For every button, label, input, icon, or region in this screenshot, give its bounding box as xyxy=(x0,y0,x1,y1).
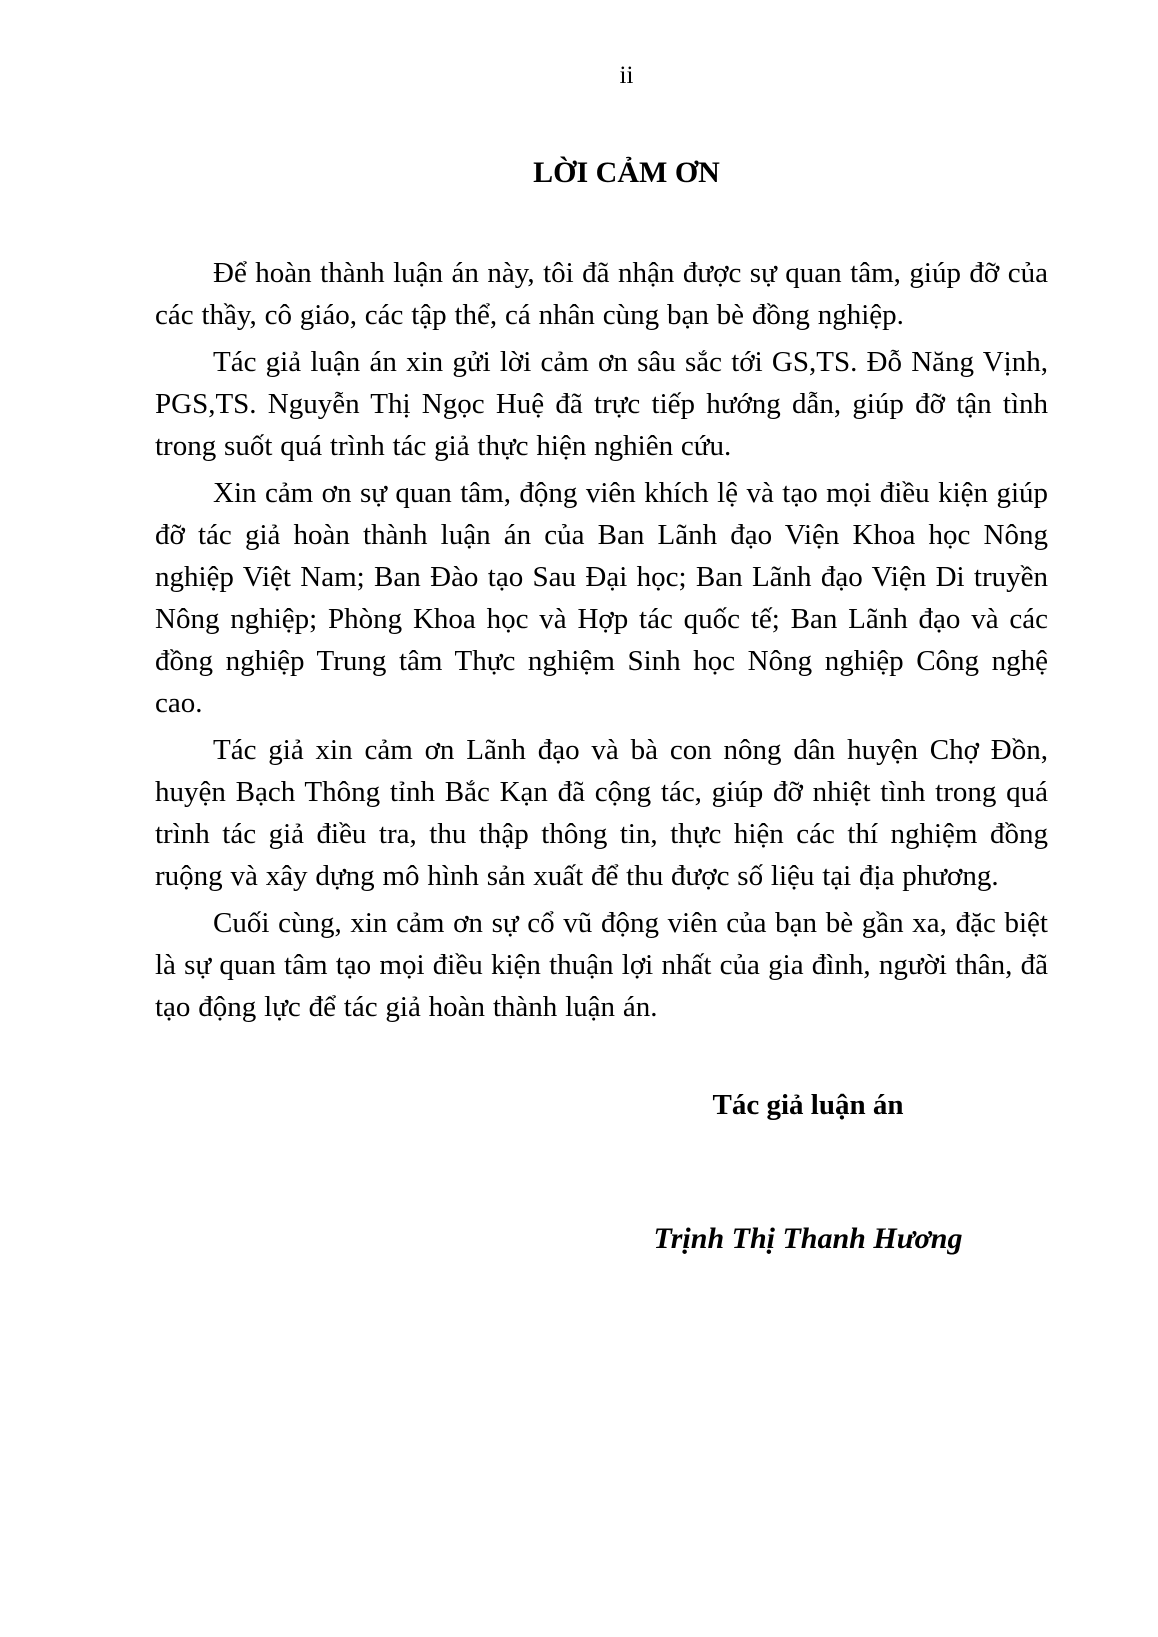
paragraph: Tác giả xin cảm ơn Lãnh đạo và bà con nông dân huyện Chợ Đồn, huyện Bạch Thông tỉnh Bắc Kạn đã cộng tác, giúp đỡ nhiệt tình trong quá trình tác giả điều tra, thu thập thông tin, thực hiện các thí nghiệm đồng ruộng và xây dựng mô hình sản xuất để thu được số liệu tại địa phương. xyxy=(155,734,1048,892)
signature-block xyxy=(568,1088,1048,1256)
paragraph: Xin cảm ơn sự quan tâm, động viên khích lệ và tạo mọi điều kiện giúp đỡ tác giả hoàn thành luận án của Ban Lãnh đạo Viện Khoa học Nông nghiệp Việt Nam; Ban Đào tạo Sau Đại học; Ban Lãnh đạo Viện Di truyền Nông nghiệp; Phòng Khoa học và Hợp tác quốc tế; Ban Lãnh đạo và các đồng nghiệp Trung tâm Thực nghiệm Sinh học Nông nghiệp Công nghệ cao. xyxy=(155,477,1048,719)
signature-role: Tác giả luận án xyxy=(712,1089,904,1121)
paragraph: Để hoàn thành luận án này, tôi đã nhận được sự quan tâm, giúp đỡ của các thầy, cô giáo, các tập thể, cá nhân cùng bạn bè đồng nghiệp. xyxy=(155,257,1048,331)
paragraph: Tác giả luận án xin gửi lời cảm ơn sâu sắc tới GS,TS. Đỗ Năng Vịnh, PGS,TS. Nguyễn Thị Ngọc Huệ đã trực tiếp hướng dẫn, giúp đỡ tận tình trong suốt quá trình tác giả thực hiện nghiên cứu. xyxy=(155,346,1048,462)
page-title: LỜI CẢM ƠN xyxy=(533,156,720,189)
signature-name: Trịnh Thị Thanh Hương xyxy=(653,1222,963,1255)
page-number: ii xyxy=(619,62,634,89)
body-text xyxy=(155,252,1048,1028)
paragraph: Cuối cùng, xin cảm ơn sự cổ vũ động viên của bạn bè gần xa, đặc biệt là sự quan tâm tạo mọi điều kiện thuận lợi nhất của gia đình, người thân, đã tạo động lực để tác giả hoàn thành luận án. xyxy=(155,907,1048,1023)
